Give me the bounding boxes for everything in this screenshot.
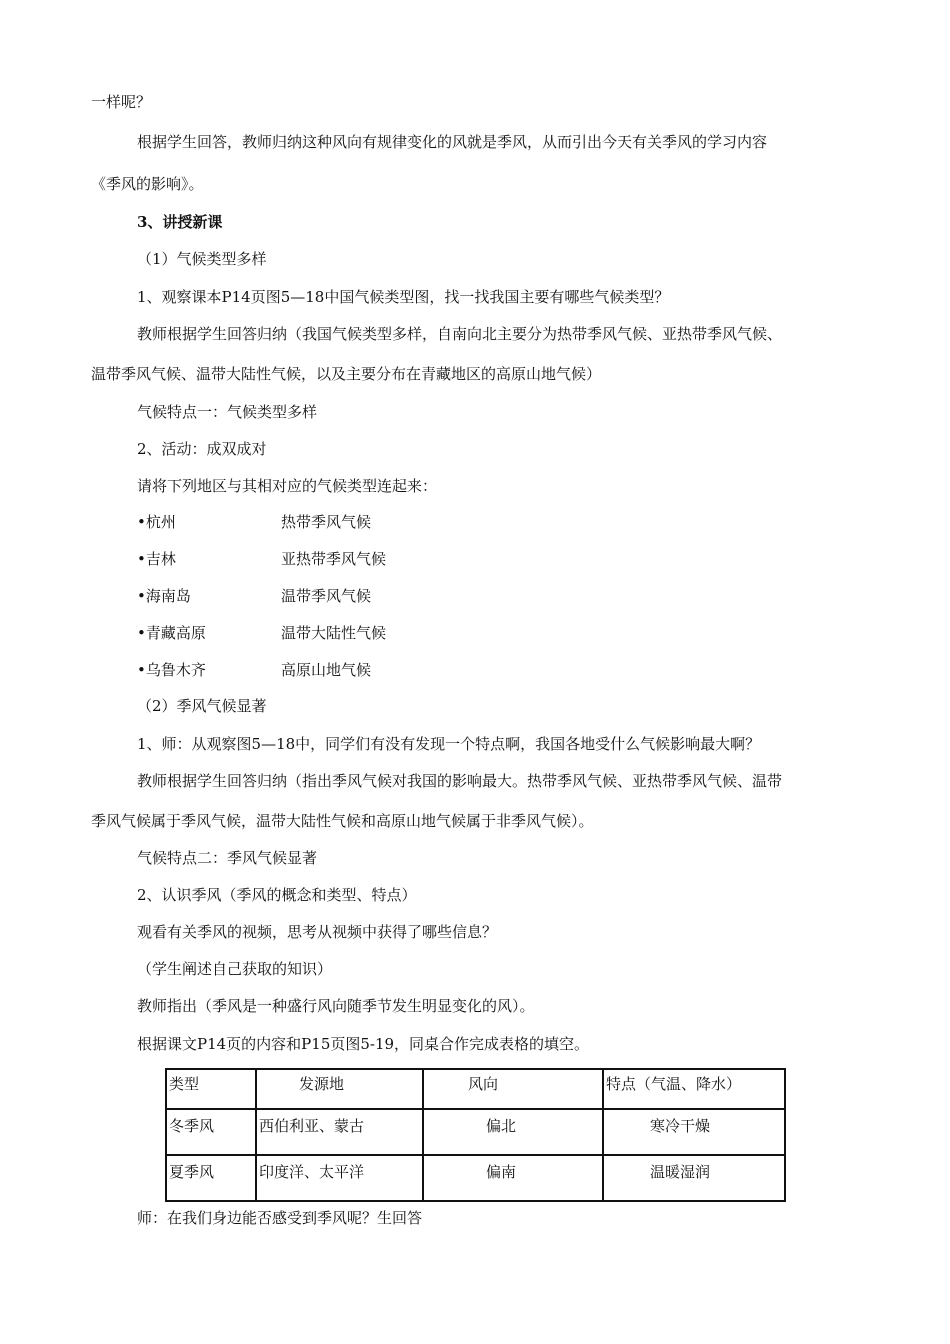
table-cell: 印度洋、太平洋 xyxy=(256,1155,423,1201)
table-header-cell: 发源地 xyxy=(256,1069,423,1109)
text-line: 观看有关季风的视频，思考从视频中获得了哪些信息？ xyxy=(137,923,498,941)
subsection-heading: （1）气候类型多样 xyxy=(137,250,267,268)
text-line: 根据课文P14页的内容和P15页图5-19，同桌合作完成表格的填空。 xyxy=(137,1035,590,1053)
table-cell: 夏季风 xyxy=(166,1155,256,1201)
subsection-heading: （2）季风气候显著 xyxy=(137,697,267,715)
climate-item: 热带季风气候 xyxy=(281,513,372,531)
text-line: 教师指出（季风是一种盛行风向随季节发生明显变化的风）。 xyxy=(137,997,535,1015)
text-line: 气候特点二：季风气候显著 xyxy=(137,849,318,867)
table-header-cell: 风向 xyxy=(423,1069,603,1109)
text-line: 教师根据学生回答归纳（指出季风气候对我国的影响最大。热带季风气候、亚热带季风气候、温带 xyxy=(137,772,783,790)
table-header-cell: 特点（气温、降水） xyxy=(603,1069,785,1109)
text-line: 一样呢？ xyxy=(91,93,152,111)
text-line: 教师根据学生回答归纳（我国气候类型多样，自南向北主要分为热带季风气候、亚热带季风气候、 xyxy=(137,325,783,343)
climate-item: 高原山地气候 xyxy=(281,661,372,679)
text-line: 1、观察课本P14页图5—18中国气候类型图，找一找我国主要有哪些气候类型？ xyxy=(137,288,670,306)
region-item: •海南岛 xyxy=(137,587,191,605)
table-header-cell: 类型 xyxy=(166,1069,256,1109)
text-line: 1、师：从观察图5—18中，同学们有没有发现一个特点啊，我国各地受什么气候影响最大啊？ xyxy=(137,735,761,753)
section-heading: 3、讲授新课 xyxy=(137,213,223,231)
region-item: •青藏高原 xyxy=(137,624,206,642)
monsoon-table xyxy=(165,1068,786,1202)
climate-item: 亚热带季风气候 xyxy=(281,550,387,568)
text-line: 2、认识季风（季风的概念和类型、特点） xyxy=(137,886,417,904)
table-cell: 寒冷干燥 xyxy=(603,1109,785,1155)
climate-item: 温带大陆性气候 xyxy=(281,624,387,642)
text-line: 气候特点一：气候类型多样 xyxy=(137,403,318,421)
table-cell: 偏北 xyxy=(423,1109,603,1155)
region-item: •乌鲁木齐 xyxy=(137,661,206,679)
table-header-row xyxy=(166,1069,785,1109)
climate-item: 温带季风气候 xyxy=(281,587,372,605)
text-line: 师：在我们身边能否感受到季风呢？生回答 xyxy=(137,1209,423,1227)
table-cell: 冬季风 xyxy=(166,1109,256,1155)
table-cell: 温暖湿润 xyxy=(603,1155,785,1201)
region-item: •吉林 xyxy=(137,550,176,568)
text-line: 请将下列地区与其相对应的气候类型连起来： xyxy=(137,477,438,495)
text-line: 《季风的影响》。 xyxy=(91,175,204,193)
table-row xyxy=(166,1109,785,1155)
text-line: 温带季风气候、温带大陆性气候，以及主要分布在青藏地区的高原山地气候） xyxy=(91,365,602,383)
region-item: •杭州 xyxy=(137,513,176,531)
text-line: 2、活动：成双成对 xyxy=(137,440,267,458)
text-line: 季风气候属于季风气候，温带大陆性气候和高原山地气候属于非季风气候）。 xyxy=(91,812,594,830)
text-line: 根据学生回答，教师归纳这种风向有规律变化的风就是季风，从而引出今天有关季风的学习内容 xyxy=(137,133,768,151)
table-row xyxy=(166,1155,785,1201)
table-cell: 西伯利亚、蒙古 xyxy=(256,1109,423,1155)
text-line: （学生阐述自己获取的知识） xyxy=(137,960,333,978)
table-cell: 偏南 xyxy=(423,1155,603,1201)
